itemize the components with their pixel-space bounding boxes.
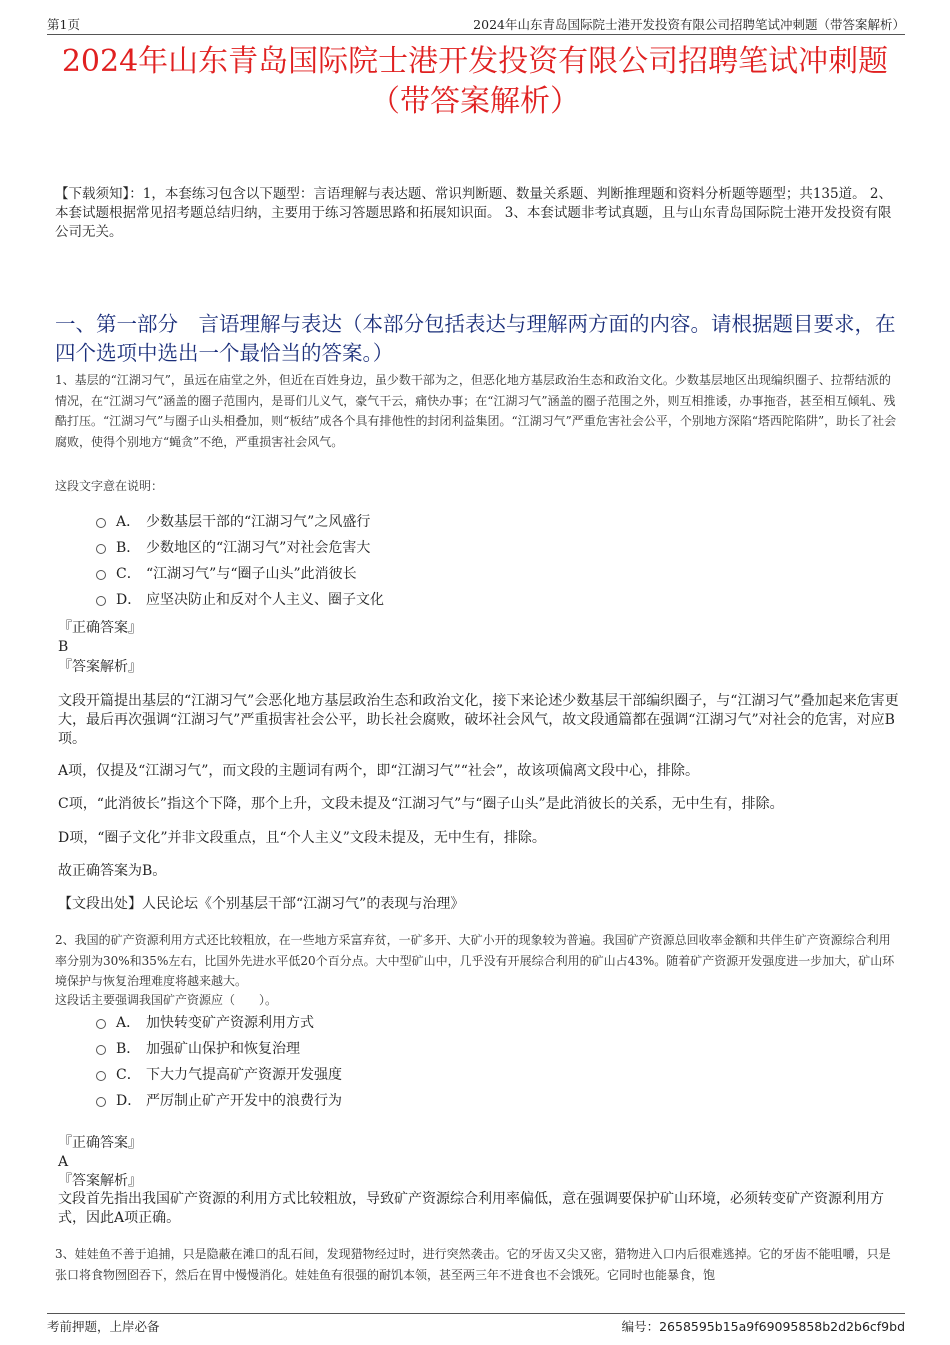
q1-source: 【文段出处】人民论坛《个别基层干部“江湖习气”的表现与治理》 bbox=[58, 896, 465, 912]
page-footer bbox=[47, 1313, 905, 1334]
header-doc-title: 2024年山东青岛国际院士港开发投资有限公司招聘笔试冲刺题（带答案解析） bbox=[473, 17, 905, 32]
download-notice: 【下载须知】：1，本套练习包含以下题型：言语理解与表达题、常识判断题、数量关系题、判断推理题和资料分析题等题型；共135道。 2、本套试题根据常见招考题总结归纳，主要用于练习答题思路和拓展知识面。 3、本套试题非考试真题，且与山东青岛国际院士港开发投资有限公司无关。 bbox=[55, 186, 892, 240]
footer-code-value: 2658595b15a9f69095858b2d2b6cf9bd bbox=[659, 1319, 905, 1334]
radio-icon[interactable] bbox=[96, 570, 106, 580]
q2-option-a[interactable]: A． 加快转变矿产资源利用方式 bbox=[96, 1010, 342, 1036]
section-title: 一、第一部分 言语理解与表达（本部分包括表达与理解两方面的内容。请根据题目要求，在四个选项中选出一个最恰当的答案。） bbox=[55, 312, 896, 365]
q2-answer: A bbox=[58, 1154, 69, 1170]
radio-icon[interactable] bbox=[96, 1019, 106, 1029]
q2-options bbox=[96, 1010, 342, 1114]
radio-icon[interactable] bbox=[96, 518, 106, 528]
q2-option-c[interactable]: C． 下大力气提高矿产资源开发强度 bbox=[96, 1062, 342, 1088]
q1-analysis-a: A项，仅提及“江湖习气”，而文段的主题词有两个，即“江湖习气”“社会”，故该项偏离文段中心，排除。 bbox=[58, 763, 700, 779]
q2-prompt: 这段话主要强调我国矿产资源应（ ）。 bbox=[55, 993, 278, 1007]
q1-options bbox=[96, 509, 384, 613]
q2-analysis: 文段首先指出我国矿产资源的利用方式比较粗放，导致矿产资源综合利用率偏低，意在强调要保护矿山环境，必须转变矿产资源利用方式，因此A项正确。 bbox=[58, 1191, 884, 1226]
q1-option-d[interactable]: D． 应坚决防止和反对个人主义、圈子文化 bbox=[96, 587, 384, 613]
radio-icon[interactable] bbox=[96, 596, 106, 606]
document-title bbox=[40, 42, 910, 122]
q1-option-c[interactable]: C． “江湖习气”与“圈子山头”此消彼长 bbox=[96, 561, 384, 587]
page-number: 第1页 bbox=[47, 17, 80, 32]
radio-icon[interactable] bbox=[96, 544, 106, 554]
radio-icon[interactable] bbox=[96, 1045, 106, 1055]
footer-slogan: 考前押题，上岸必备 bbox=[47, 1319, 160, 1334]
radio-icon[interactable] bbox=[96, 1071, 106, 1081]
q1-analysis-c: C项，“此消彼长”指这个下降，那个上升，文段未提及“江湖习气”与“圈子山头”是此消彼长的关系，无中生有，排除。 bbox=[58, 796, 784, 812]
q1-answer-label: 『正确答案』 bbox=[58, 620, 142, 636]
footer-code-label: 编号： bbox=[621, 1319, 660, 1334]
footer-code bbox=[622, 1317, 905, 1335]
q2-stem: 2、我国的矿产资源利用方式还比较粗放，在一些地方采富弃贫，一矿多开、大矿小开的现象较为普遍。我国矿产资源总回收率金额和共伴生矿产资源综合利用率分别为30%和35%左右，比国外先进水平低20个百分点。大中型矿山中，几乎没有开展综合利用的矿山占43%。随着矿产资源开发强度进一步加大，矿山环境保护与恢复治理难度将越来越大。 bbox=[55, 933, 895, 988]
q2-option-b[interactable]: B． 加强矿山保护和恢复治理 bbox=[96, 1036, 342, 1062]
document-title-line2: （带答案解析） bbox=[370, 84, 580, 119]
q1-analysis-main: 文段开篇提出基层的“江湖习气”会恶化地方基层政治生态和政治文化，接下来论述少数基层干部编织圈子，与“江湖习气”叠加起来危害更大，最后再次强调“江湖习气”严重损害社会公平，助长社会腐败，破坏社会风气，故文段通篇都在强调“江湖习气”对社会的危害，对应B项。 bbox=[58, 693, 899, 747]
q1-analysis-d: D项，“圈子文化”并非文段重点，且“个人主义”文段未提及，无中生有，排除。 bbox=[58, 830, 546, 846]
q1-answer: B bbox=[58, 639, 69, 655]
q1-option-a[interactable]: A． 少数基层干部的“江湖习气”之风盛行 bbox=[96, 509, 384, 535]
radio-icon[interactable] bbox=[96, 1097, 106, 1107]
q1-conclusion: 故正确答案为B。 bbox=[58, 863, 167, 879]
q1-analysis-label: 『答案解析』 bbox=[58, 659, 142, 675]
q3-stem: 3、娃娃鱼不善于追捕，只是隐蔽在滩口的乱石间，发现猎物经过时，进行突然袭击。它的牙齿又尖又密，猎物进入口内后很难逃掉。它的牙齿不能咀嚼，只是张口将食物囫囵吞下，然后在胃中慢慢消化。娃娃鱼有很强的耐饥本领，甚至两三年不进食也不会饿死。它同时也能暴食，饱 bbox=[55, 1247, 891, 1282]
page-header bbox=[47, 12, 905, 35]
q1-prompt: 这段文字意在说明： bbox=[55, 479, 164, 493]
q2-answer-label: 『正确答案』 bbox=[58, 1135, 142, 1151]
q1-option-b[interactable]: B． 少数地区的“江湖习气”对社会危害大 bbox=[96, 535, 384, 561]
q2-option-d[interactable]: D． 严厉制止矿产开发中的浪费行为 bbox=[96, 1088, 342, 1114]
document-title-line1: 2024年山东青岛国际院士港开发投资有限公司招聘笔试冲刺题 bbox=[61, 44, 889, 79]
q1-stem: 1、基层的“江湖习气”，虽远在庙堂之外，但近在百姓身边，虽少数干部为之，但恶化地方基层政治生态和政治文化。少数基层地区出现编织圈子、拉帮结派的情况，在“江湖习气”涵盖的圈子范围内，是哥们儿义气，豪气干云，痛快办事；在“江湖习气”涵盖的圈子范围之外，则互相推诿，办事拖沓，甚至相互倾轧、残酷打压。“江湖习气”与圈子山头相叠加，则“板结”成各个具有排他性的封闭利益集团。“江湖习气”严重危害社会公平，个别地方深陷“塔西陀陷阱”，助长了社会腐败，使得个别地方“蝇贪”不绝，严重损害社会风气。 bbox=[55, 373, 897, 449]
q2-analysis-label: 『答案解析』 bbox=[58, 1173, 142, 1189]
